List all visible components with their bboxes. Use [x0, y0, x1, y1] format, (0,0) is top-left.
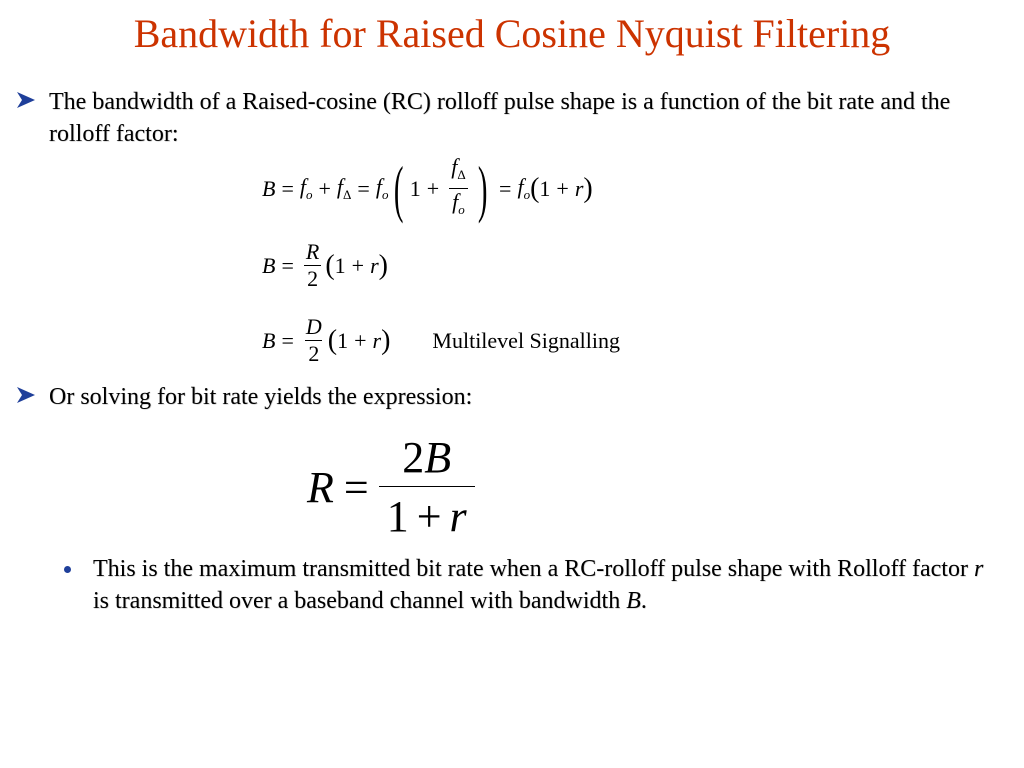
bullet-text: The bandwidth of a Raised-cosine (RC) rolloff pulse shape is a function of the bit rate and the rolloff factor: [49, 89, 951, 147]
sub-bullet-item [64, 553, 994, 617]
equation-bandwidth-expansion: B = $f_o$ + $f_\Delta$ = $f_o$ ( 1 + $\frac{f_\Delta}{f_o}$ ) = $f_o$ ( 1 + r ) [262, 152, 593, 224]
bullet-item-bandwidth [15, 86, 965, 150]
equation-bandwidth-bitrate: B = $\frac{R}{2}$ ( 1 + r ) [262, 239, 388, 291]
fraction-r-over-2: $\frac{R}{2}$ [305, 239, 320, 291]
fraction-fdelta-over-fo: $\frac{f_\Delta}{f_o}$ [448, 155, 469, 222]
equation-bitrate: R = $\frac{2B}{1 + r}$ [307, 432, 475, 543]
sub-bullet-text: This is the maximum transmitted bit rate when a RC-rolloff pulse shape with Rolloff factor r is transmitted over a baseband channel with bandwidth B. [93, 556, 984, 614]
dot-bullet-icon [64, 566, 71, 573]
multilevel-label: Multilevel Signalling [432, 327, 621, 353]
bullet-item-bitrate [15, 381, 965, 413]
bullet-text: Or solving for bit rate yields the expression: [49, 384, 473, 410]
arrow-bullet-icon [15, 384, 37, 406]
fraction-2b-over-1-plus-r: $\frac{2B}{1 + r}$ [379, 432, 475, 543]
fraction-d-over-2: $\frac{D}{2}$ [305, 314, 322, 366]
arrow-bullet-icon [15, 89, 37, 111]
equation-bandwidth-multilevel: B = $\frac{D}{2}$ ( 1 + r ) Multilevel Signalling [262, 314, 621, 366]
slide-title: Bandwidth for Raised Cosine Nyquist Filtering [133, 11, 891, 56]
